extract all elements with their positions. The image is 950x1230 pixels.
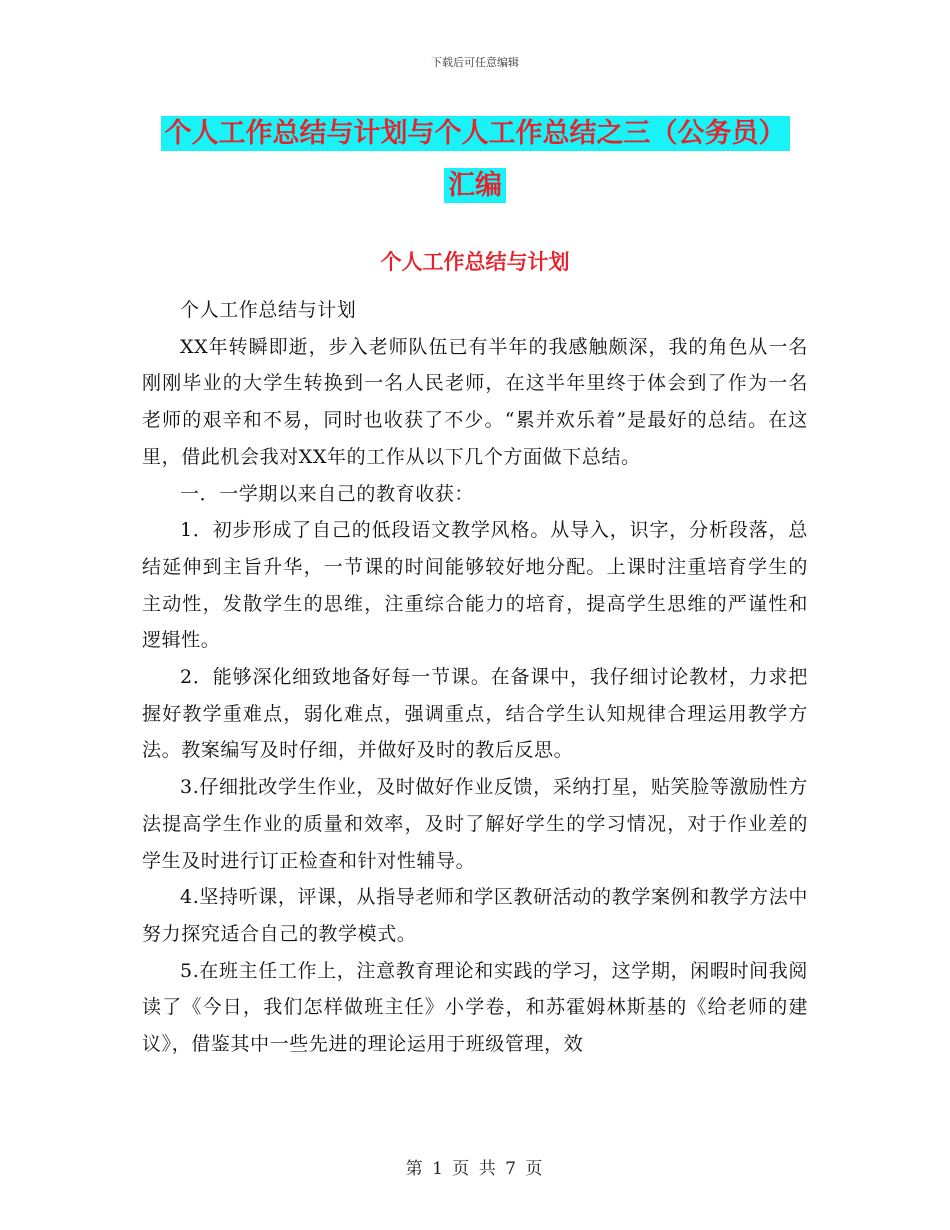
header-note: 下载后可任意编辑	[431, 56, 519, 69]
paragraph: XX年转瞬即逝，步入老师队伍已有半年的我感触颇深，我的角色从一名刚刚毕业的大学生转换到一名人民老师，在这半年里终于体会到了作为一名老师的艰辛和不易，同时也收获了不少。“累并欢乐着”是最好的总结。在这里，借此机会我对XX年的工作从以下几个方面做下总结。	[142, 335, 808, 468]
paragraph: 2．能够深化细致地备好每一节课。在备课中，我仔细讨论教材，力求把握好教学重难点，弱化难点，强调重点，结合学生认知规律合理运用教学方法。教案编写及时仔细，并做好及时的教后反思。	[142, 666, 808, 762]
paragraph: 1．初步形成了自己的低段语文教学风格。从导入，识字，分析段落，总结延伸到主旨升华，一节课的时间能够较好地分配。上课时注重培育学生的主动性，发散学生的思维，注重综合能力的培育，提高学生思维的严谨性和逻辑性。	[142, 519, 808, 652]
body-text	[142, 292, 808, 1063]
document-title	[0, 108, 950, 212]
document-title-line-2: 汇编	[444, 168, 506, 203]
document-title-line-1: 个人工作总结与计划与个人工作总结之三（公务员）	[161, 116, 790, 151]
paragraph: 3.仔细批改学生作业，及时做好作业反馈，采纳打星，贴笑脸等激励性方法提高学生作业的质量和效率，及时了解好学生的学习情况，对于作业差的学生及时进行订正检查和针对性辅导。	[142, 776, 808, 872]
section-title: 个人工作总结与计划	[380, 250, 570, 274]
page-footer: 第 1 页 共 7 页	[405, 1159, 545, 1179]
paragraph: 4.坚持听课，评课，从指导老师和学区教研活动的教学案例和教学方法中努力探究适合自己的教学模式。	[142, 886, 808, 945]
paragraph: 一．一学期以来自己的教育收获：	[180, 482, 475, 505]
paragraph: 个人工作总结与计划	[180, 299, 357, 321]
paragraph: 5.在班主任工作上，注意教育理论和实践的学习，这学期，闲暇时间我阅读了《今日，我们怎样做班主任》小学卷，和苏霍姆林斯基的《给老师的建议》，借鉴其中一些先进的理论运用于班级管理，效	[142, 959, 808, 1056]
